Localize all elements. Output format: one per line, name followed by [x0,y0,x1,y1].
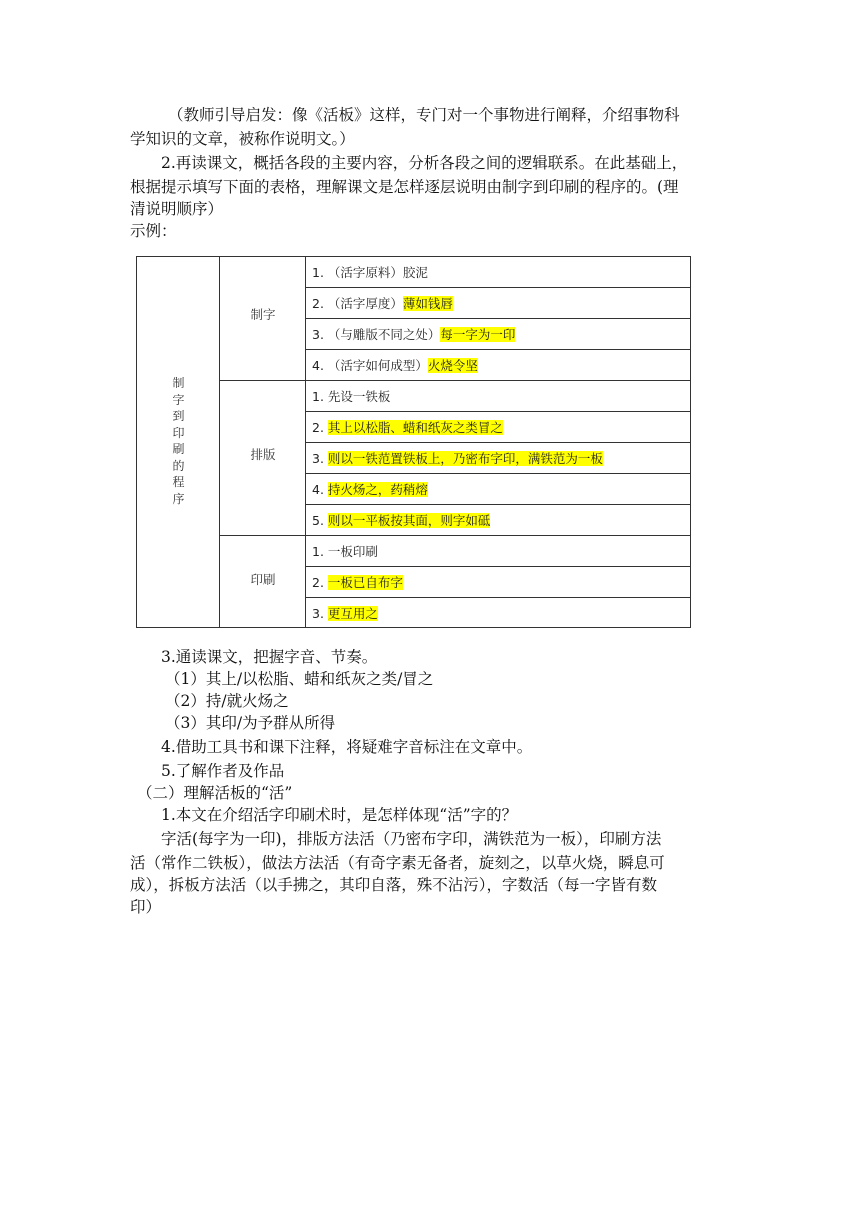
category-cell-yinshua [220,536,306,627]
answer-line-2: 活（常作二铁板），做法方法活（有奇字素无备者，旋刻之，以草火烧，瞬息可 [130,854,665,872]
row-answer-highlight: 持火炀之，药稍熔 [327,482,428,497]
table-row [306,474,690,505]
title-char: 印 [172,425,185,440]
row-prefix: 2. （活字厚度） [312,296,403,311]
row-prefix: 1. 先设一铁板 [312,389,391,404]
task-4: 4.借助工具书和课下注释，将疑难字音标注在文章中。 [161,738,533,756]
row-answer-highlight: 其上以松脂、蜡和纸灰之类冒之 [327,420,503,435]
table-row [306,350,690,381]
answer-line-1: 字活(每字为一印)，排版方法活（乃密布字印，满铁范为一板），印刷方法 [161,830,662,848]
table-row [306,381,690,412]
table-row [306,257,690,288]
category-label: 印刷 [250,572,276,587]
title-char: 到 [172,409,185,423]
row-prefix: 1. （活字原料）胶泥 [312,265,428,280]
section-2-heading: （二）理解活板的“活” [137,784,293,802]
question-1: 1.本文在介绍活字印刷术时，是怎样体现“活”字的？ [161,806,518,824]
table-vertical-title [137,375,220,507]
row-answer-highlight: 火烧令坚 [427,358,478,373]
task-2-line-2: 根据提示填写下面的表格，理解课文是怎样逐层说明由制字到印刷的程序的。(理 [130,178,679,196]
teacher-note-line-2: 学知识的文章，被称作说明文。） [130,130,355,148]
category-label: 制字 [250,307,276,322]
reading-item-2: （2）持/就火炀之 [165,692,289,710]
title-char: 的 [172,458,185,473]
table-row [306,443,690,474]
table-row [306,288,690,319]
table-row [306,598,690,627]
title-char: 制 [172,376,185,390]
row-prefix: 2. [312,420,328,435]
row-answer-highlight: 每一字为一印 [440,327,516,342]
reading-item-1: （1）其上/以松脂、蜡和纸灰之类/冒之 [165,670,434,688]
row-prefix: 2. [312,575,328,590]
category-cell-zhizi [220,257,306,381]
teacher-note-line-1: （教师引导启发：像《活板》这样，专门对一个事物进行阐释，介绍事物科 [168,106,680,124]
task-2-line-1: 2.再读课文，概括各段的主要内容，分析各段之间的逻辑联系。在此基础上， [161,154,688,172]
answer-line-3: 成），拆板方法活（以手拂之，其印自落，殊不沾污），字数活（每一字皆有数 [130,876,658,894]
table-row [306,319,690,350]
row-answer-highlight: 更互用之 [327,605,378,621]
table-row [306,536,690,567]
task-3: 3.通读课文，把握字音、节奏。 [161,648,378,666]
title-char: 刷 [172,442,185,456]
example-label: 示例： [130,222,177,240]
table-row [306,412,690,443]
row-prefix: 4. [312,482,328,497]
row-prefix: 5. [312,513,328,528]
title-char: 序 [172,491,185,506]
row-prefix: 3. （与雕版不同之处） [312,327,441,342]
row-prefix: 3. [312,605,328,621]
category-label: 排版 [250,447,276,462]
row-answer-highlight: 薄如钱唇 [402,296,453,311]
table-title-column [137,257,220,627]
task-2-line-3: 清说明顺序） [130,200,224,218]
row-prefix: 1. 一板印刷 [312,544,378,559]
reading-item-3: （3）其印/为予群从所得 [165,714,336,732]
table-row [306,567,690,598]
row-answer-highlight: 则以一铁范置铁板上，乃密布字印，满铁范为一板 [327,451,603,466]
answer-line-4: 印） [130,898,162,916]
row-prefix: 3. [312,451,328,466]
title-char: 程 [172,475,185,489]
procedure-table [136,256,691,628]
row-prefix: 4. （活字如何成型） [312,358,428,373]
row-answer-highlight: 一板已自布字 [327,575,403,590]
title-char: 字 [172,392,185,407]
table-row [306,505,690,536]
row-answer-highlight: 则以一平板按其面，则字如砥 [327,513,491,528]
category-cell-paiban [220,381,306,536]
task-5: 5.了解作者及作品 [161,762,285,780]
